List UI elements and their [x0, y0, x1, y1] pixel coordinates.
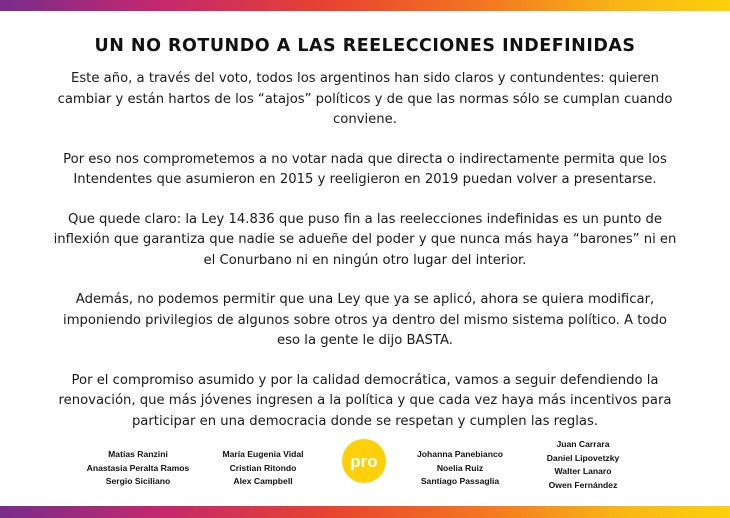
signatory-name: Santiago Passaglia [420, 476, 500, 486]
top-gradient-bar [0, 0, 730, 11]
signatory-name: Cristian Ritondo [229, 462, 297, 473]
paragraph-3: Que quede claro: la Ley 14.836 que puso fin a las reelecciones indefinidas es un punto de inflexión que garantiza que nadie se adueñe del poder y que nunca más haya “barones” ni en el Conurbano ni en ningún otro lugar del interior. [53, 211, 677, 268]
signatory-group-4 [533, 438, 633, 492]
document-body [50, 69, 680, 451]
signatory-name: Johanna Panebianco [417, 449, 503, 459]
signatory-name: Daniel Lipovetzky [546, 452, 620, 463]
signatory-group-3 [405, 448, 515, 489]
signatory-name: Matías Ranzini [108, 449, 168, 459]
paragraph-4: Además, no podemos permitir que una Ley que ya se aplicó, ahora se quiera modificar, imponiendo privilegios de algunos sobre otros ya dentro del mismo sistema político. A todo eso la gente le dijo BASTA. [63, 292, 667, 348]
paragraph-2: Por eso nos comprometemos a no votar nada que directa o indirectamente permita que los Intendentes que asumieron en 2015 y reeligieron en 2019 puedan volver a presentarse. [63, 151, 667, 187]
signatory-name: María Eugenia Vidal [222, 449, 304, 459]
signatory-group-2 [208, 448, 318, 489]
signatory-name: Sergio Siciliano [105, 476, 171, 486]
document-title: UN NO ROTUNDO A LAS REELECCIONES INDEFINIDAS [94, 36, 636, 56]
signatory-name: Juan Carrara [556, 439, 610, 449]
bottom-gradient-bar [0, 506, 730, 518]
paragraph-1: Este año, a través del voto, todos los argentinos han sido claros y contundentes: quieren cambiar y están hartos de los “atajos” políticos y de que las normas sólo se cumplan cuando conviene. [57, 71, 673, 127]
signatory-group-1 [78, 448, 198, 489]
signatory-name: Alex Campbell [233, 476, 293, 486]
signatory-name: Owen Fernández [548, 479, 618, 490]
pro-logo-text: pro [350, 452, 378, 471]
signatory-name: Walter Lanaro [554, 466, 612, 476]
signatory-name: Noelia Ruiz [436, 462, 484, 473]
signatory-name: Anastasia Peralta Ramos [86, 462, 190, 473]
paragraph-5: Por el compromiso asumido y por la calidad democrática, vamos a seguir defendiendo la renovación, que más jóvenes ingresen a la política y que cada vez haya más incentivos para participar en una democracia donde se respetan y cumplen las reglas. [58, 372, 672, 429]
pro-logo [340, 437, 388, 485]
